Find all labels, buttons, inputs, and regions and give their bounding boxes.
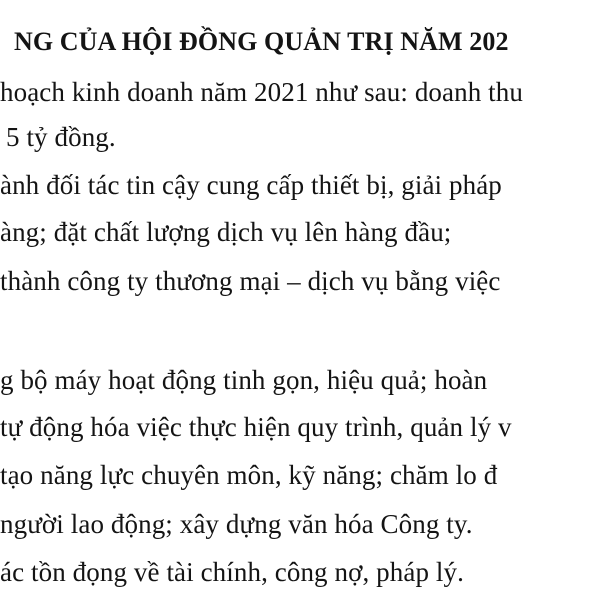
text-line-7: tự động hóa việc thực hiện quy trình, quản lý v: [0, 412, 512, 442]
text-line-1: hoạch kinh doanh năm 2021 như sau: doanh thu: [0, 77, 523, 107]
section-heading: NG CỦA HỘI ĐỒNG QUẢN TRỊ NĂM 202: [14, 27, 509, 56]
text-line-9: người lao động; xây dựng văn hóa Công ty.: [0, 509, 473, 539]
text-line-8: tạo năng lực chuyên môn, kỹ năng; chăm lo đ: [0, 460, 498, 490]
text-line-10: ác tồn đọng về tài chính, công nợ, pháp lý.: [0, 557, 464, 587]
text-line-6: g bộ máy hoạt động tinh gọn, hiệu quả; hoàn: [0, 365, 488, 395]
text-line-3: ành đối tác tin cậy cung cấp thiết bị, giải pháp: [0, 170, 502, 200]
text-line-2: 5 tỷ đồng.: [6, 122, 116, 152]
text-line-5: thành công ty thương mại – dịch vụ bằng việc: [0, 266, 501, 296]
text-line-4: àng; đặt chất lượng dịch vụ lên hàng đầu;: [0, 217, 452, 247]
